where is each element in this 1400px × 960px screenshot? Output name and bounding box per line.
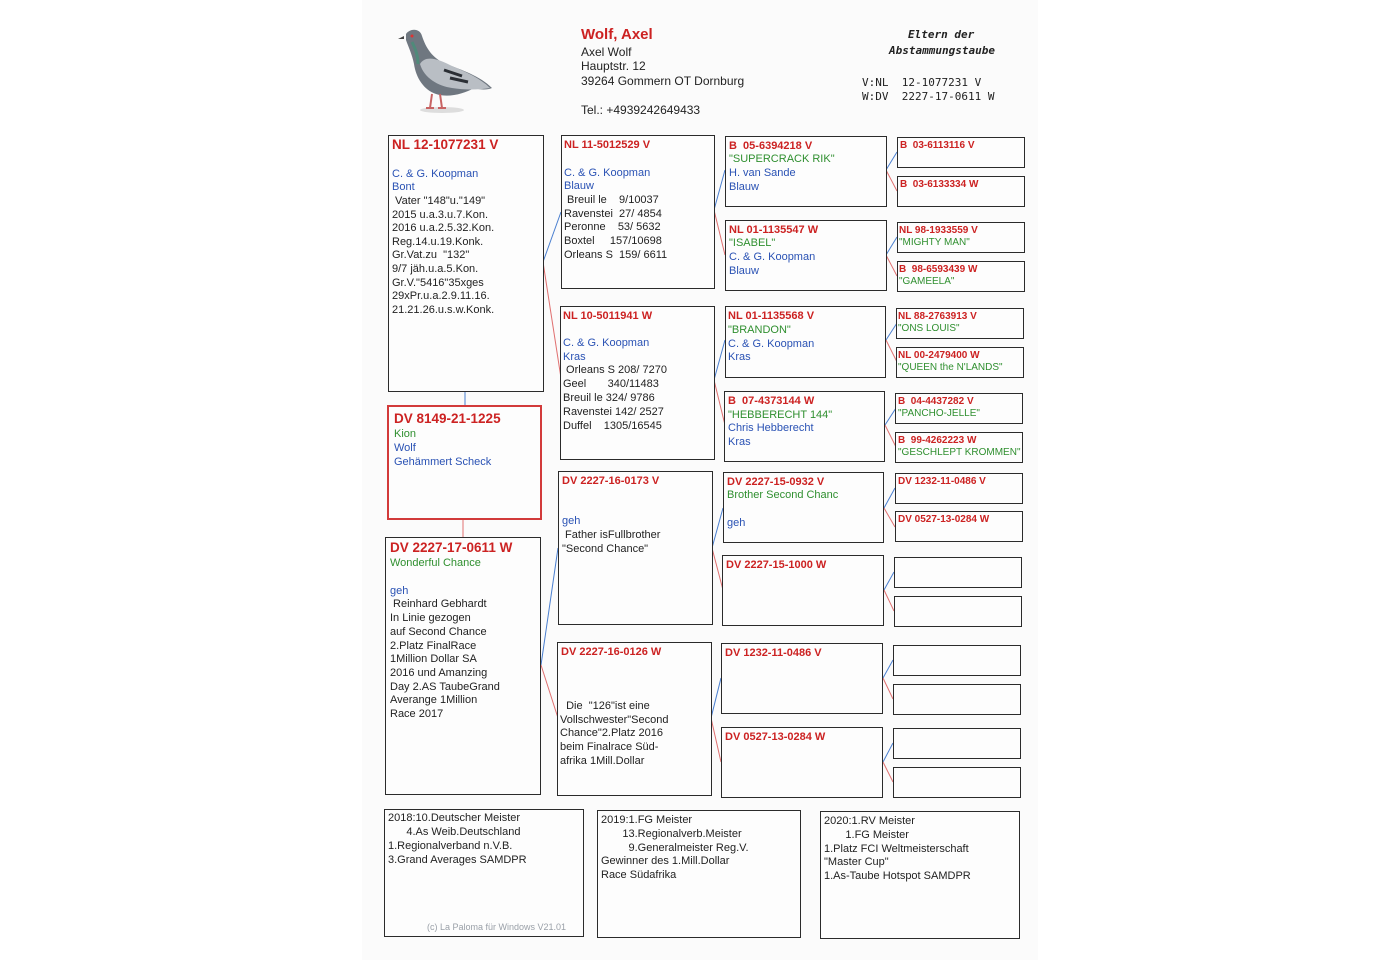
pigeon-image xyxy=(392,24,498,116)
g3-color: Blauw xyxy=(729,265,759,277)
achievement-line: 1.Platz FCI Weltmeisterschaft xyxy=(824,843,969,855)
sire-note: Gr.V."5416"35xges xyxy=(392,277,484,289)
g4-box-empty xyxy=(894,596,1022,627)
g2-color: Blauw xyxy=(564,180,594,192)
g3-breeder: C. & G. Koopman xyxy=(728,338,815,350)
owner-tel: Tel.: +4939242649433 xyxy=(581,103,701,117)
g2-note: beim Finalrace Süd- xyxy=(560,741,659,753)
g2-note: Orleans S 159/ 6611 xyxy=(564,249,668,261)
sire-breeder: C. & G. Koopman xyxy=(392,168,479,180)
g2-note: Breuil le 9/10037 xyxy=(564,194,659,206)
g4-box-empty xyxy=(893,645,1021,676)
g4-box-empty xyxy=(893,767,1021,798)
achievement-line: 4.As Weib.Deutschland xyxy=(388,826,521,838)
dam-note: 2.Platz FinalRace xyxy=(390,640,477,652)
owner-line-2: Hauptstr. 12 xyxy=(581,59,646,73)
g4-ring: NL 98-1933559 V xyxy=(899,225,978,236)
g3-ring: DV 2227-15-0932 V xyxy=(727,476,825,488)
g2-note: Ravenstei 27/ 4854 xyxy=(564,208,662,220)
dam-name: Wonderful Chance xyxy=(390,557,481,569)
g4-name: "ONS LOUIS" xyxy=(898,323,960,334)
achievement-line: "Master Cup" xyxy=(824,856,889,868)
g4-name: "QUEEN the N'LANDS" xyxy=(898,362,1003,373)
parents-title-2: Abstammungstaube xyxy=(889,44,995,57)
dam-color: geh xyxy=(390,585,409,597)
g3-ring: NL 01-1135547 W xyxy=(729,224,819,236)
g2-color: geh xyxy=(562,515,581,527)
subject-color: Gehämmert Scheck xyxy=(394,456,492,468)
parents-dam: W:DV 2227-17-0611 W xyxy=(862,90,995,103)
dam-note: Race 2017 xyxy=(390,708,444,720)
g4-box-empty xyxy=(894,557,1022,588)
g2-note: Die "126"ist eine xyxy=(560,700,650,712)
subject-name: Wolf xyxy=(394,442,416,454)
g3-name: Brother Second Chanc xyxy=(727,489,839,501)
g4-ring: B 03-6133334 W xyxy=(900,179,979,190)
sire-note: 2015 u.a.3.u.7.Kon. xyxy=(392,209,489,221)
g2-note: afrika 1Mill.Dollar xyxy=(560,755,645,767)
achievement-line: 2020:1.RV Meister xyxy=(824,815,915,827)
g3-breeder: Chris Hebberecht xyxy=(728,422,814,434)
achievement-line: Gewinner des 1.Mill.Dollar xyxy=(601,855,730,867)
g2-ring: NL 10-5011941 W xyxy=(563,310,653,322)
g4-box-empty xyxy=(893,728,1021,759)
g2-breeder: C. & G. Koopman xyxy=(564,167,651,179)
dam-note: 2016 und Amanzing xyxy=(390,667,488,679)
dam-note: Reinhard Gebhardt xyxy=(390,598,487,610)
dam-note: In Linie gezogen xyxy=(390,612,471,624)
owner-line-3: 39264 Gommern OT Dornburg xyxy=(581,74,745,88)
g3-breeder: C. & G. Koopman xyxy=(729,251,816,263)
g2-ring: DV 2227-16-0173 V xyxy=(562,475,660,487)
achievement-line: Race Südafrika xyxy=(601,869,677,881)
achievement-line: 1.FG Meister xyxy=(824,829,909,841)
sire-note: 29xPr.u.a.2.9.11.16. xyxy=(392,290,490,302)
g4-box-empty xyxy=(893,684,1021,715)
g4-ring: B 98-6593439 W xyxy=(899,264,978,275)
g4-ring: DV 1232-11-0486 V xyxy=(898,476,986,487)
g3-ring: NL 01-1135568 V xyxy=(728,310,815,322)
g3-ring: DV 0527-13-0284 W xyxy=(725,731,826,743)
achievement-line: 1.Regionalverband n.V.B. xyxy=(388,840,513,852)
sire-note: 21.21.26.u.s.w.Konk. xyxy=(392,304,495,316)
g3-color: Kras xyxy=(728,436,751,448)
achievement-line: 13.Regionalverb.Meister xyxy=(601,828,742,840)
g2-note: Peronne 53/ 5632 xyxy=(564,221,661,233)
achievement-line: 9.Generalmeister Reg.V. xyxy=(601,842,749,854)
sire-note: Reg.14.u.19.Konk. xyxy=(392,236,484,248)
g2-note: Chance"2.Platz 2016 xyxy=(560,727,663,739)
g2-note: Breuil le 324/ 9786 xyxy=(563,392,655,404)
g4-ring: B 99-4262223 W xyxy=(898,435,977,446)
g2-note: Father isFullbrother xyxy=(562,529,661,541)
g2-note: Boxtel 157/10698 xyxy=(564,235,662,247)
g2-note: Orleans S 208/ 7270 xyxy=(563,364,667,376)
subject-sex: Kion xyxy=(394,428,417,440)
g4-ring: B 03-6113116 V xyxy=(900,140,975,151)
g4-name: "MIGHTY MAN" xyxy=(899,237,970,248)
g4-ring: NL 00-2479400 W xyxy=(898,350,980,361)
owner-line-1: Axel Wolf xyxy=(581,45,632,59)
g3-color: geh xyxy=(727,517,746,529)
parents-sire: V:NL 12-1077231 V xyxy=(862,76,982,89)
dam-note: 1Million Dollar SA xyxy=(390,653,477,665)
g4-ring: NL 88-2763913 V xyxy=(898,311,977,322)
g3-ring: B 07-4373144 W xyxy=(728,395,815,407)
g3-breeder: H. van Sande xyxy=(729,167,796,179)
g2-note: Vollschwester"Second xyxy=(560,714,669,726)
g4-ring: DV 0527-13-0284 W xyxy=(898,514,990,525)
g2-breeder: C. & G. Koopman xyxy=(563,337,650,349)
g2-note: "Second Chance" xyxy=(562,543,649,555)
g3-color: Kras xyxy=(728,351,751,363)
g3-color: Blauw xyxy=(729,181,759,193)
dam-note: Averange 1Million xyxy=(390,694,478,706)
sire-note: Vater "148"u."149" xyxy=(392,195,486,207)
achievement-line: 3.Grand Averages SAMDPR xyxy=(388,854,527,866)
owner-name: Wolf, Axel xyxy=(581,26,653,43)
g2-note: Duffel 1305/16545 xyxy=(563,420,662,432)
sire-color: Bont xyxy=(392,181,415,193)
sire-note: 9/7 jäh.u.a.5.Kon. xyxy=(392,263,479,275)
dam-note: auf Second Chance xyxy=(390,626,487,638)
g2-ring: DV 2227-16-0126 W xyxy=(561,646,662,658)
achievement-line: 2019:1.FG Meister xyxy=(601,814,693,826)
g2-note: Ravenstei 142/ 2527 xyxy=(563,406,664,418)
subject-ring: DV 8149-21-1225 xyxy=(394,411,501,426)
sire-note: 2016 u.a.2.5.32.Kon. xyxy=(392,222,495,234)
g3-ring: DV 1232-11-0486 V xyxy=(725,647,822,659)
parents-title-1: Eltern der xyxy=(908,28,975,41)
g3-name: "BRANDON" xyxy=(728,324,791,336)
g3-name: "HEBBERECHT 144" xyxy=(728,409,833,421)
sire-ring: NL 12-1077231 V xyxy=(392,137,499,152)
g3-ring: B 05-6394218 V xyxy=(729,140,813,152)
g3-ring: DV 2227-15-1000 W xyxy=(726,559,827,571)
achievement-line: 1.As-Taube Hotspot SAMDPR xyxy=(824,870,971,882)
sire-note: Gr.Vat.zu "132" xyxy=(392,249,470,261)
g4-name: "GESCHLEPT KROMMEN" xyxy=(898,447,1021,458)
dam-note: Day 2.AS TaubeGrand xyxy=(390,681,500,693)
footer-copyright: (c) La Paloma für Windows V21.01 xyxy=(427,922,567,932)
g2-note: Geel 340/11483 xyxy=(563,378,659,390)
g4-name: "GAMEELA" xyxy=(899,276,955,287)
g3-name: "ISABEL" xyxy=(729,237,776,249)
dam-ring: DV 2227-17-0611 W xyxy=(390,540,513,555)
g3-name: "SUPERCRACK RIK" xyxy=(729,153,835,165)
achievement-line: 2018:10.Deutscher Meister xyxy=(388,812,521,824)
g4-name: "PANCHO-JELLE" xyxy=(898,408,980,419)
g2-ring: NL 11-5012529 V xyxy=(564,139,651,151)
g2-color: Kras xyxy=(563,351,586,363)
g4-ring: B 04-4437282 V xyxy=(898,396,974,407)
